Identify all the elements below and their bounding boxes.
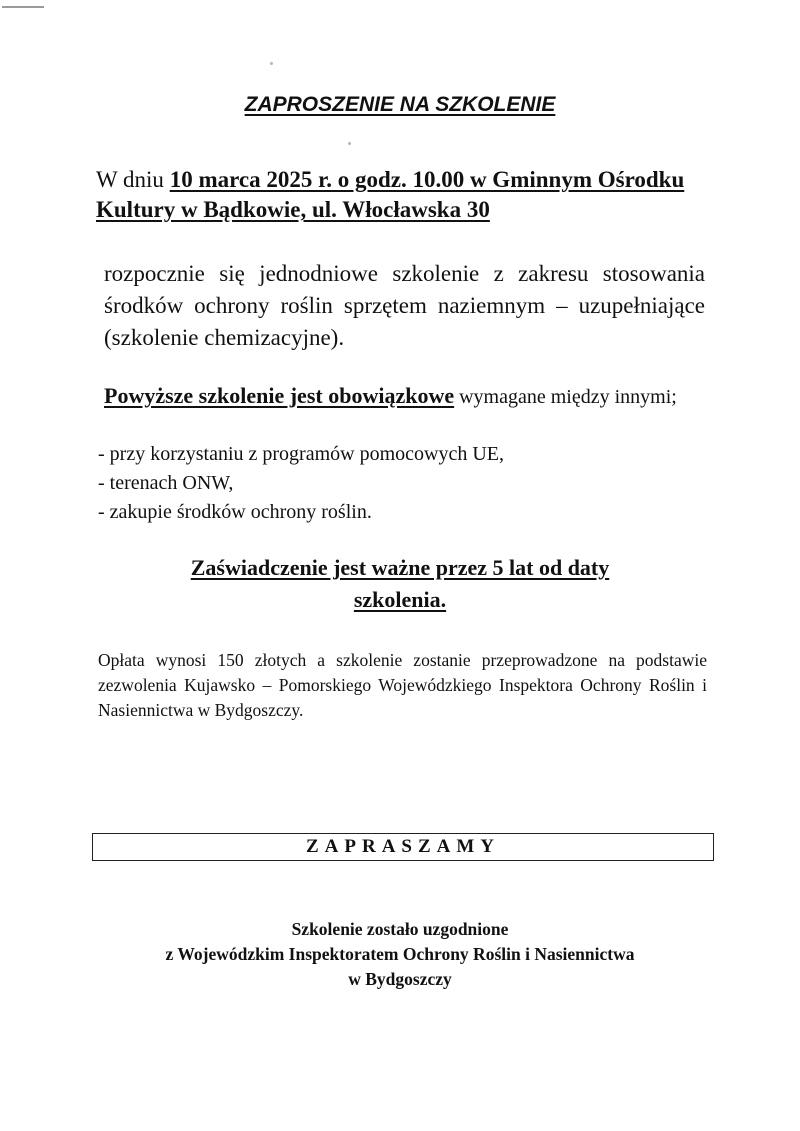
invite-text: ZAPRASZAMY [305,836,501,857]
agreement-line-2: z Wojewódzkim Inspektoratem Ochrony Roślin i Nasiennictwa [165,944,635,964]
mandatory-note [104,382,724,411]
list-item: - terenach ONW, [98,472,234,494]
agreement-line-1: Szkolenie zostało uzgodnione [291,919,509,939]
requirements-list [98,440,504,527]
list-item: - zakupie środków ochrony roślin. [98,501,372,523]
mandatory-rest: wymagane między innymi; [454,386,677,408]
event-intro [96,165,716,225]
scan-speck [348,142,351,145]
agreement-note [0,917,800,992]
list-item: - przy korzystaniu z programów pomocowych UE, [98,443,504,465]
event-details: 10 marca 2025 r. o godz. 10.00 w Gminnym Ośrodku Kultury w Bądkowie, ul. Włocławska 30 [96,167,685,222]
mandatory-lead: Powyższe szkolenie jest obowiązkowe [104,383,455,408]
fee-paragraph: Opłata wynosi 150 złotych a szkolenie zostanie przeprowadzone na podstawie zezwolenia Kujawsko – Pomorskiego Wojewódzkiego Inspektora Ochrony Roślin i Nasiennictwa w Bydgoszczy. [98,650,707,720]
validity-line-2: szkolenia. [353,587,447,612]
invite-banner [92,833,714,861]
scan-speck [270,62,273,65]
agreement-line-3: w Bydgoszczy [348,969,452,989]
training-description: rozpocznie się jednodniowe szkolenie z zakresu stosowania środków ochrony roślin sprzętem naziemnym – uzupełniające (szkolenie chemizacyjne). [104,261,705,350]
certificate-validity [0,552,800,616]
validity-line-1: Zaświadczenie jest ważne przez 5 lat od daty [190,555,610,580]
scan-edge-mark [2,6,44,8]
page-title: ZAPROSZENIE NA SZKOLENIE [244,93,556,116]
intro-prefix: W dniu [96,167,170,192]
